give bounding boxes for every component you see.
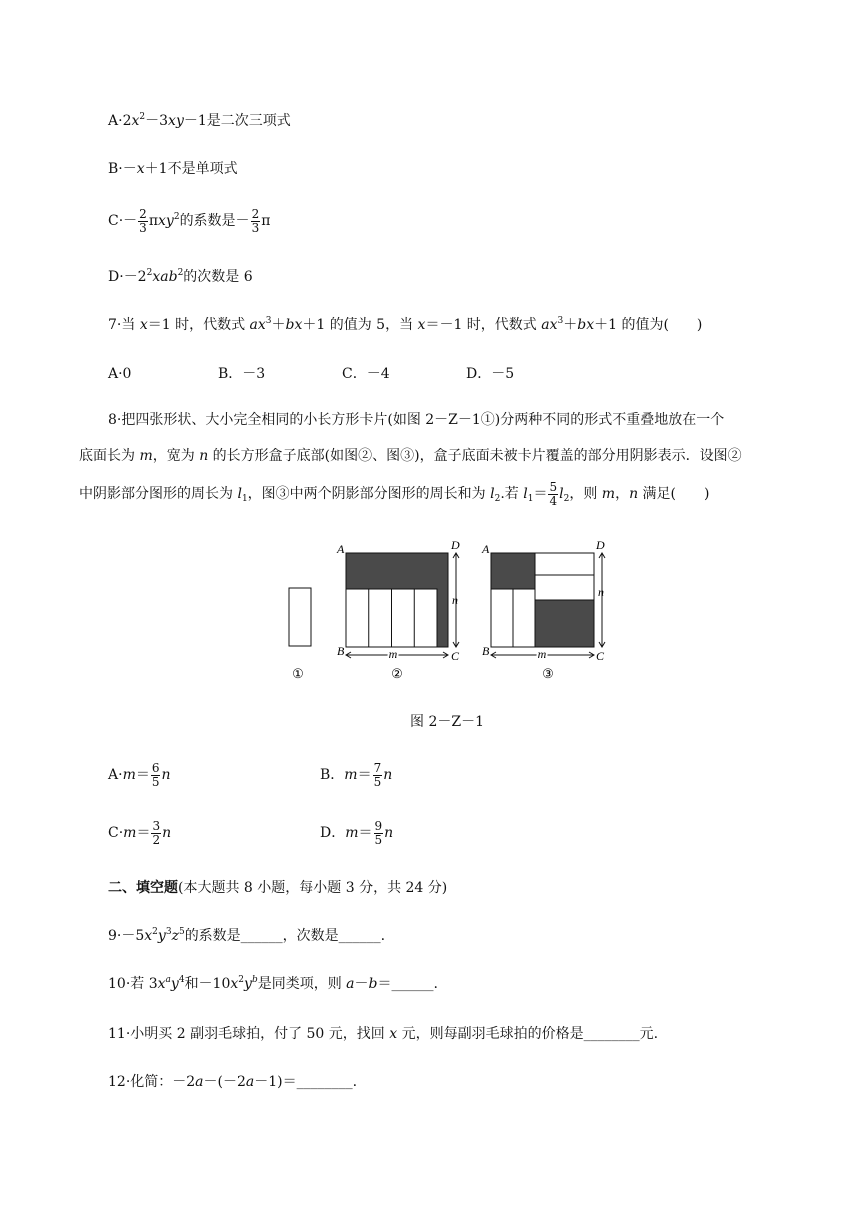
vertex-d: D: [451, 538, 460, 552]
q7-option-d: D．－5: [466, 366, 515, 382]
shaded-region: [346, 553, 448, 589]
q6-option-a: $A\cdot 2x^2-3xy-1$是二次三项式: [108, 112, 291, 129]
label-m: m: [537, 647, 547, 661]
figure-caption: 图 2－Z－1: [410, 714, 484, 730]
card-figure-1: [289, 588, 311, 646]
vertex-c: C: [596, 649, 605, 663]
shaded-region: [491, 553, 535, 589]
shaded-region: [535, 600, 594, 647]
question-9: $9\cdot-5x^2y^3z^5$的系数是______，次数是______.: [108, 927, 386, 944]
q7-option-a: A·0: [108, 366, 132, 382]
label-n: n: [598, 585, 604, 599]
figure-label-1: ①: [292, 666, 304, 681]
q7-option-b: B．－3: [218, 366, 266, 382]
vertex-a: A: [337, 542, 345, 556]
fraction: $\frac{2}{3}$: [251, 206, 260, 235]
figure-label-3: ③: [542, 666, 554, 681]
question-12: 12·化简：－2a－(－2a－1)＝________.: [108, 1074, 358, 1090]
label-n: n: [452, 593, 458, 607]
q8-option-c: C·m＝ $\frac{3}{2}$ n: [108, 818, 172, 847]
q8-option-a: A·m＝ $\frac{6}{5}$ n: [108, 760, 171, 789]
fraction: $\frac{7}{5}$: [373, 760, 382, 789]
fraction: $\frac{9}{5}$: [374, 818, 383, 847]
vertex-b: B: [337, 644, 345, 658]
question-11: 11·小明买 2 副羽毛球拍，付了 50 元，找回 x 元，则每副羽毛球拍的价格是________元.: [108, 1026, 659, 1042]
vertex-a: A: [482, 542, 490, 556]
fraction: $\frac{5}{4}$: [549, 479, 558, 508]
vertex-b: B: [482, 644, 490, 658]
question-8-line-2: 底面长为 m，宽为 n 的长方形盒子底部(如图②、图③)，盒子底面未被卡片覆盖的部分用阴影表示．设图②: [79, 448, 742, 464]
question-8-line-1: 8·把四张形状、大小完全相同的小长方形卡片(如图 2－Z－1①)分两种不同的形式不重叠地放在一个: [108, 412, 725, 428]
q6-option-b: B·－x＋1不是单项式: [108, 161, 238, 177]
question-7: 7·当 x＝1 时，代数式 $ax^3+bx+1$ 的值为 5，当 x＝－1 时，代数式 $ax^3+bx+1$ 的值为( ): [108, 316, 703, 333]
fraction: $\frac{6}{5}$: [151, 760, 160, 789]
q8-option-d: D．m＝ $\frac{9}{5}$ n: [320, 818, 394, 847]
section-2-heading: 二、填空题(本大题共 8 小题，每小题 3 分，共 24 分): [108, 880, 448, 896]
fraction: $\frac{3}{2}$: [152, 818, 161, 847]
q6-option-d: $D\cdot-2^2xab^2$的次数是 6: [108, 268, 253, 285]
question-10: 10·若 $3x^ay^4$和$-10x^2y^b$是同类项，则 a－b＝______.: [108, 975, 438, 992]
vertex-c: C: [451, 649, 460, 663]
box-figure-3: [491, 553, 605, 658]
box-figure-2: [346, 553, 459, 658]
q6-option-c: C·－ $\frac{2}{3}$ πxy$^2$的系数是－ $\frac{2}{3}$ π: [108, 206, 271, 235]
question-8-line-3: 中阴影部分图形的周长为 $l_1$，图③中两个阴影部分图形的周长和为 $l_2$.若 $l_1=$ $\frac{5}{4}$ $l_2$，则 m，n 满足( ): [79, 479, 710, 508]
shaded-region: [437, 589, 448, 647]
figure-label-2: ②: [391, 666, 403, 681]
vertex-d: D: [596, 538, 605, 552]
fraction: $\frac{2}{3}$: [139, 206, 147, 235]
label-m: m: [388, 647, 398, 661]
q7-option-c: C．－4: [342, 366, 390, 382]
q8-option-b: B．m＝ $\frac{7}{5}$ n: [320, 760, 393, 789]
